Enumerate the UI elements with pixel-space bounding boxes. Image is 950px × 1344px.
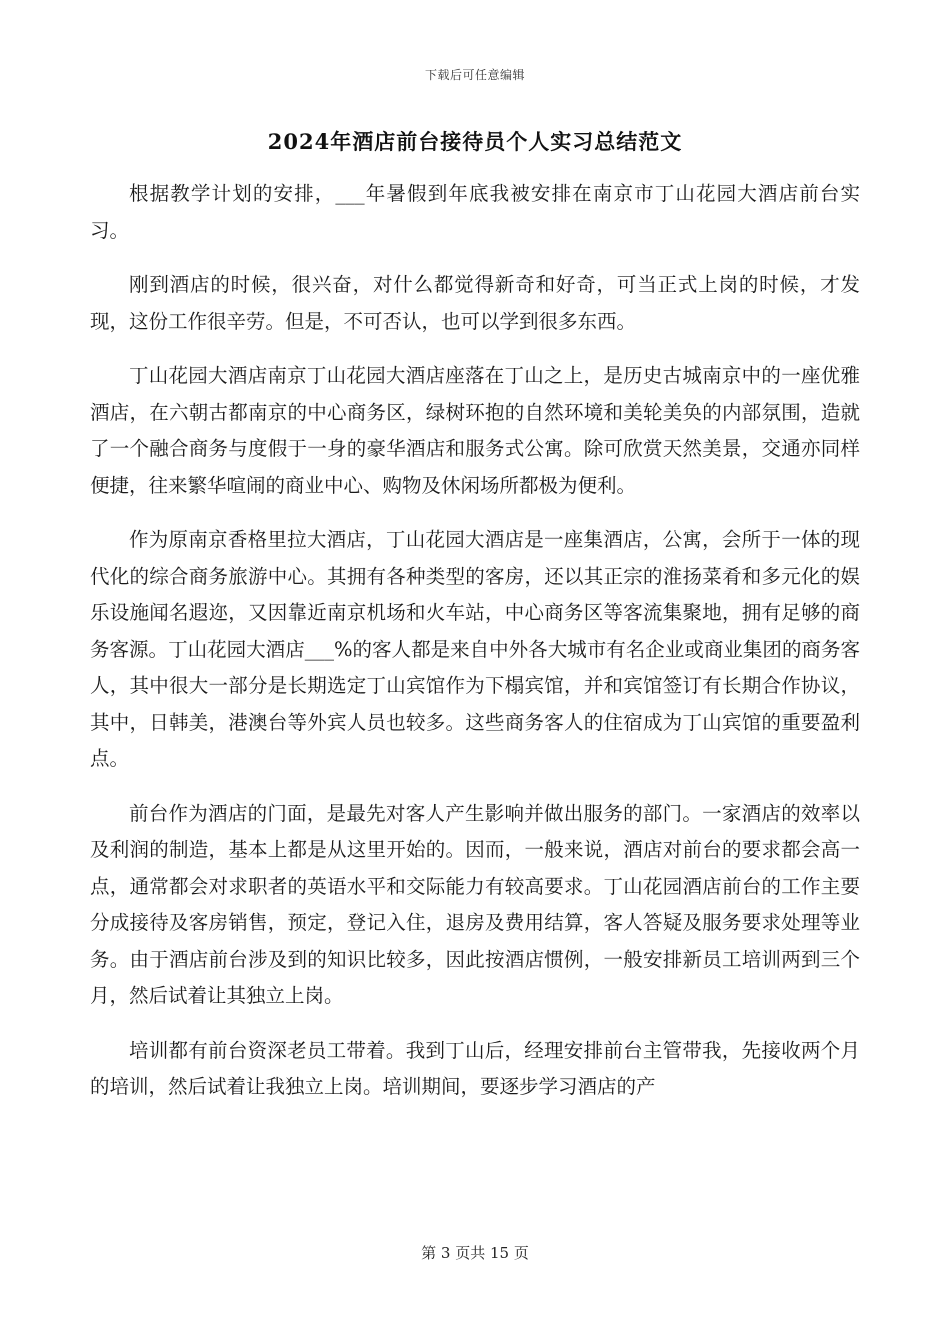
paragraph: 根据教学计划的安排，___年暑假到年底我被安排在南京市丁山花园大酒店前台实习。 bbox=[90, 182, 860, 242]
document-title: 2024年酒店前台接待员个人实习总结范文 bbox=[267, 129, 683, 154]
paragraph: 刚到酒店的时候，很兴奋，对什么都觉得新奇和好奇，可当正式上岗的时候，才发现，这份工作很辛劳。但是，不可否认，也可以学到很多东西。 bbox=[90, 273, 860, 333]
paragraph: 培训都有前台资深老员工带着。我到丁山后，经理安排前台主管带我，先接收两个月的培训，然后试着让我独立上岗。培训期间，要逐步学习酒店的产 bbox=[90, 1038, 860, 1098]
paragraph: 丁山花园大酒店南京丁山花园大酒店座落在丁山之上，是历史古城南京中的一座优雅酒店，在六朝古都南京的中心商务区，绿树环抱的自然环境和美轮美奂的内部氛围，造就了一个融合商务与度假于一身的豪华酒店和服务式公寓。除可欣赏天然美景，交通亦同样便捷，往来繁华喧闹的商业中心、购物及休闲场所都极为便利。 bbox=[90, 364, 860, 497]
header-note: 下载后可任意编辑 bbox=[424, 68, 525, 82]
paragraph: 作为原南京香格里拉大酒店，丁山花园大酒店是一座集酒店，公寓，会所于一体的现代化的综合商务旅游中心。其拥有各种类型的客房，还以其正宗的淮扬菜肴和多元化的娱乐设施闻名遐迩，又因靠近南京机场和火车站，中心商务区等客流集聚地，拥有足够的商务客源。丁山花园大酒店___%的客人都是来自中外各大城市有名企业或商业集团的商务客人，其中很大一部分是长期选定丁山宾馆作为下榻宾馆，并和宾馆签订有长期合作协议，其中，日韩美，港澳台等外宾人员也较多。这些商务客人的住宿成为丁山宾馆的重要盈利点。 bbox=[90, 528, 860, 770]
document-body bbox=[90, 176, 860, 1124]
paragraph: 前台作为酒店的门面，是最先对客人产生影响并做出服务的部门。一家酒店的效率以及利润的制造，基本上都是从这里开始的。因而，一般来说，酒店对前台的要求都会高一点，通常都会对求职者的英语水平和交际能力有较高要求。丁山花园酒店前台的工作主要分成接待及客房销售，预定，登记入住，退房及费用结算，客人答疑及服务要求处理等业务。由于酒店前台涉及到的知识比较多，因此按酒店惯例，一般安排新员工培训两到三个月，然后试着让其独立上岗。 bbox=[90, 801, 860, 1007]
page-number: 第 3 页共 15 页 bbox=[421, 1244, 529, 1262]
